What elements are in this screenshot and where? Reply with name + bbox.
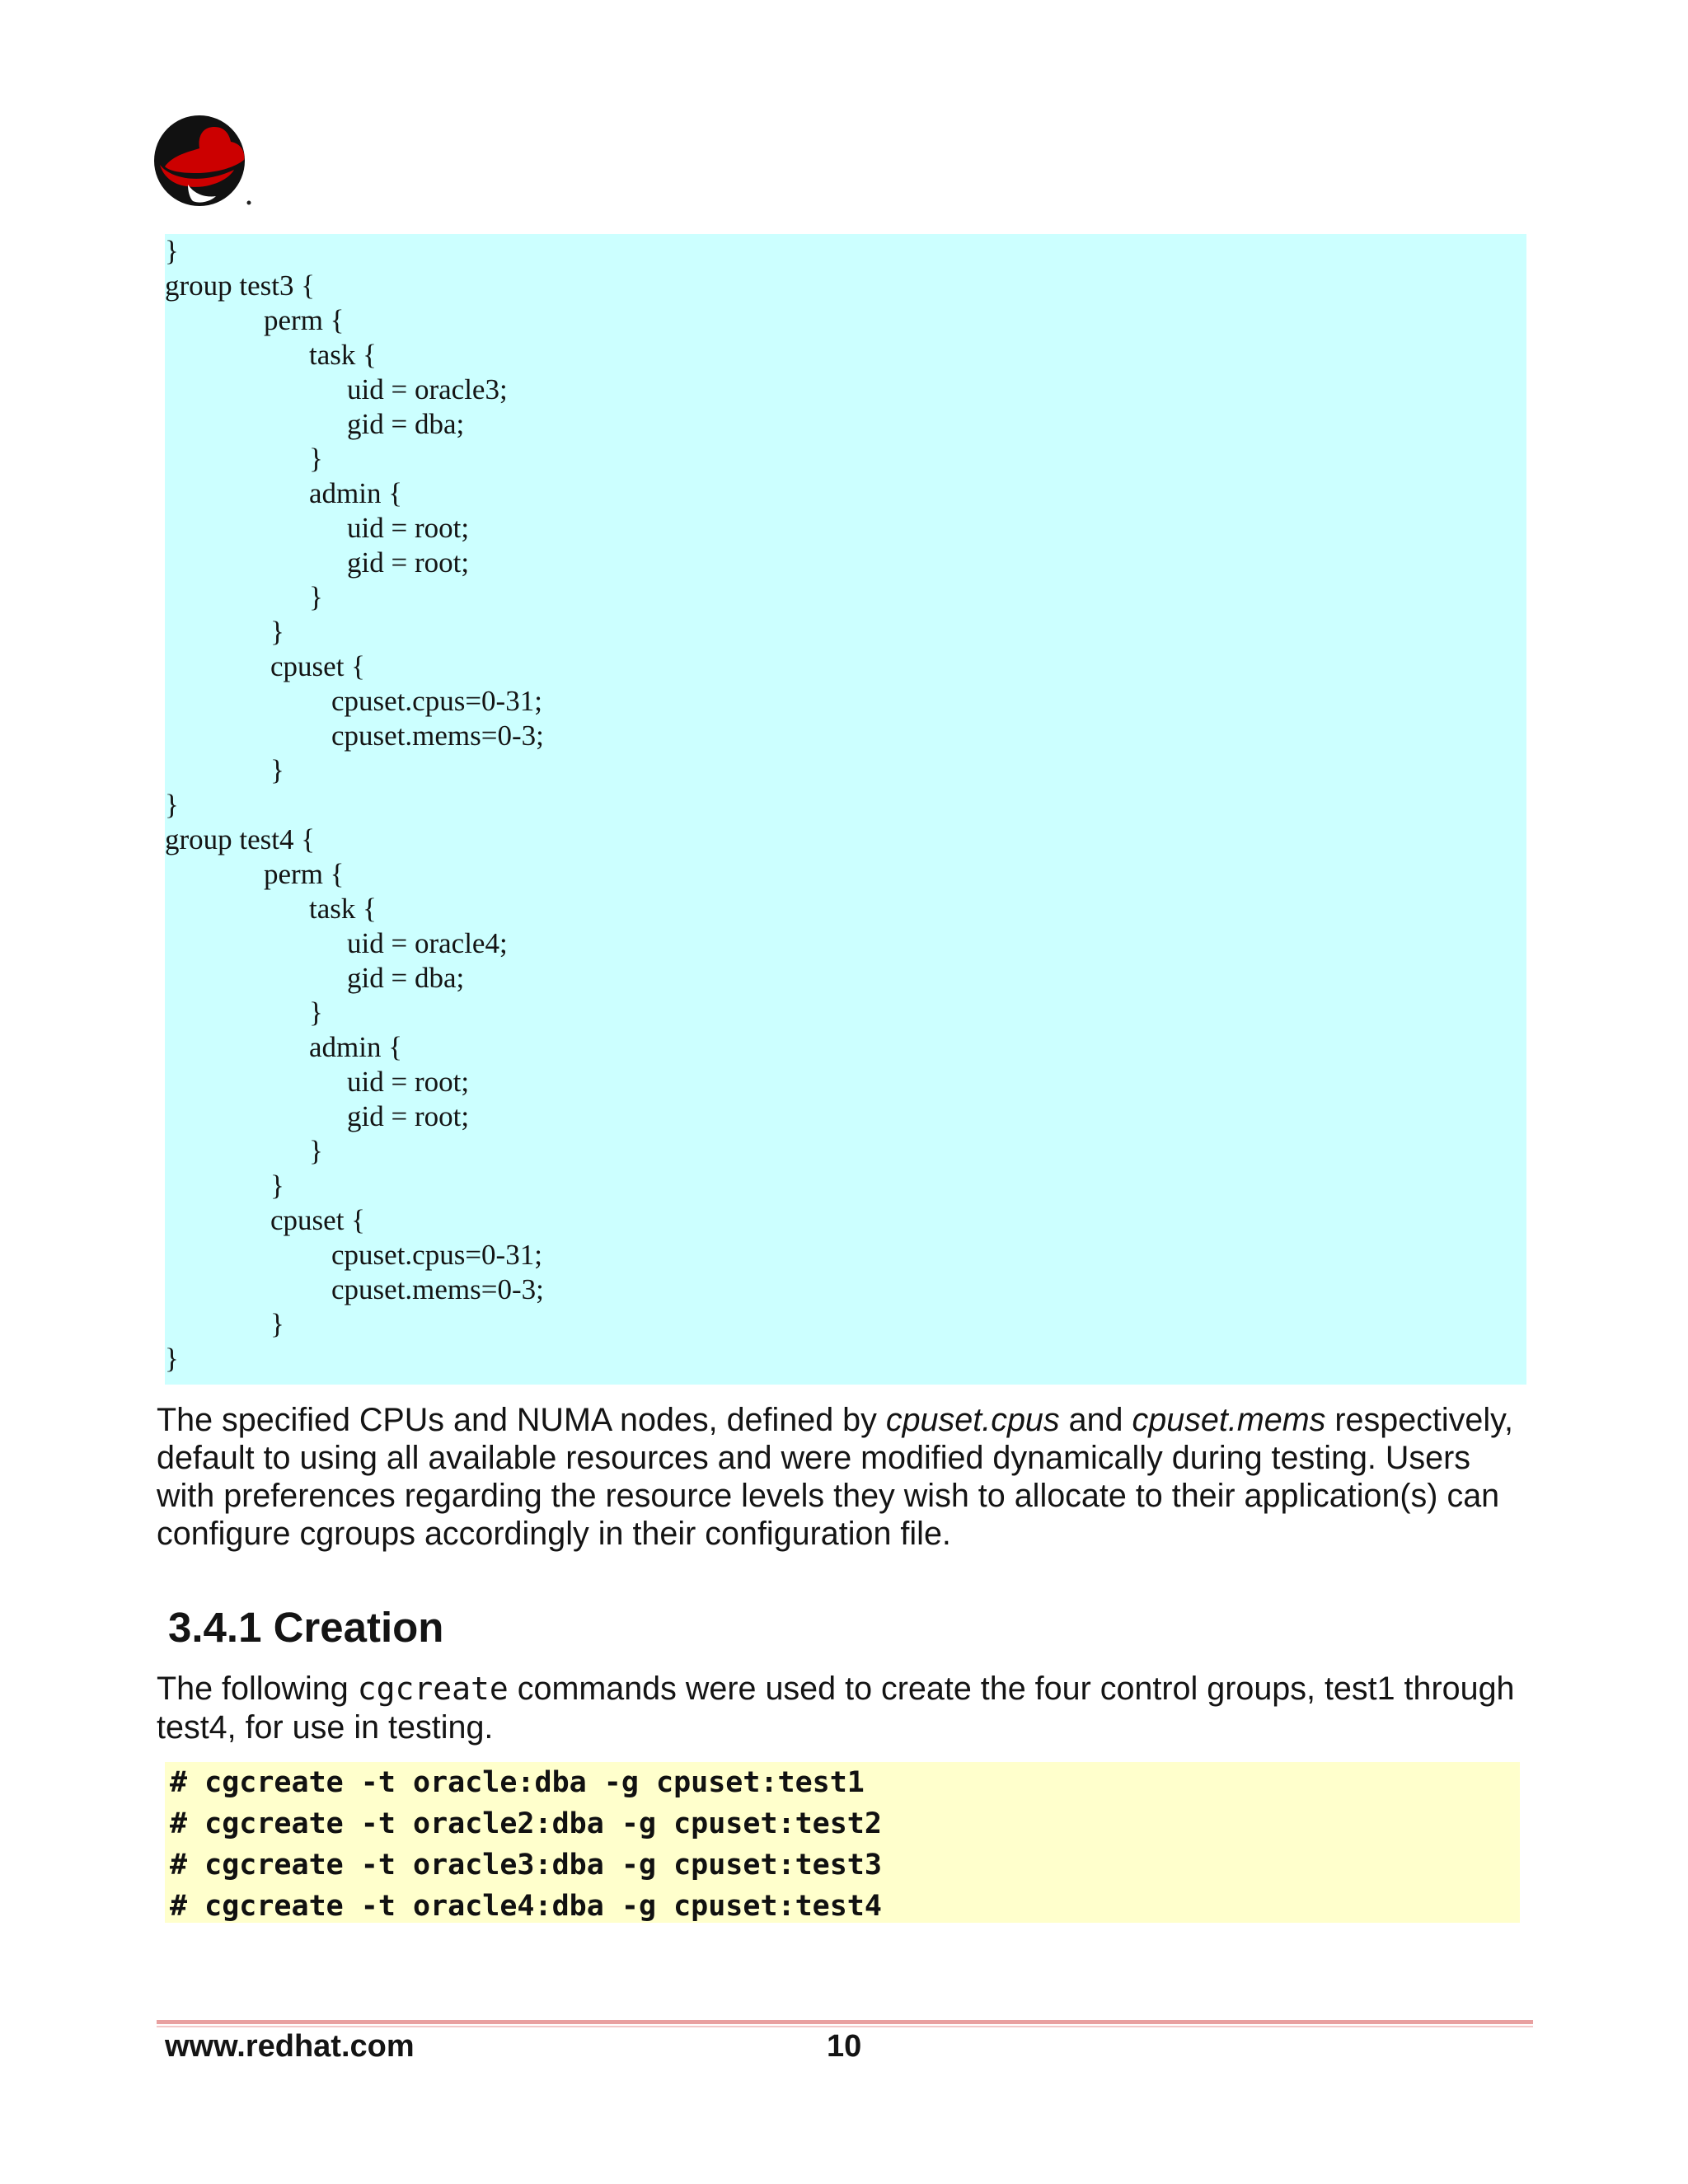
code-line: group test3 { — [165, 269, 316, 302]
code-line: } — [309, 581, 323, 613]
footer-divider-thin — [157, 2026, 1533, 2027]
code-line: } — [165, 1343, 179, 1375]
body-text: respectively, default to using all available resources and were modified dynamically during testing. Users with preferences regarding the resource levels they wish to allocate to their application(s) can configure cgroups accordingly in their configuration file. — [157, 1402, 1513, 1552]
body-text: The specified CPUs and NUMA nodes, defined by — [157, 1402, 886, 1438]
code-line: } — [309, 996, 323, 1029]
code-line: admin { — [309, 477, 403, 509]
code-line: cpuset.cpus=0-31; — [331, 1239, 542, 1271]
inline-code-cgcreate: cgcreate — [357, 1671, 509, 1707]
config-code-block — [165, 234, 1526, 1385]
code-line: gid = root; — [347, 1100, 470, 1132]
command-line: # cgcreate -t oracle2:dba -g cpuset:test2 — [170, 1807, 882, 1840]
code-line: task { — [309, 893, 377, 925]
intro-paragraph — [157, 1670, 1525, 1747]
code-line: uid = oracle4; — [347, 927, 508, 959]
body-paragraph — [157, 1401, 1525, 1553]
code-line: gid = dba; — [347, 962, 465, 994]
code-line: cpuset { — [270, 1204, 365, 1236]
code-line: uid = root; — [347, 1066, 470, 1098]
intro-text: commands were used to create the four control groups, test1 through test4, for use in testing. — [157, 1671, 1515, 1746]
command-line: # cgcreate -t oracle:dba -g cpuset:test1 — [170, 1766, 865, 1799]
cpuset-cpus-term: cpuset.cpus — [885, 1402, 1060, 1438]
command-line: # cgcreate -t oracle3:dba -g cpuset:test3 — [170, 1849, 882, 1882]
code-line: } — [270, 754, 284, 786]
body-text: and — [1059, 1402, 1132, 1438]
command-code-block — [165, 1762, 1520, 1923]
intro-text: The following — [157, 1671, 358, 1707]
code-line: cpuset.mems=0-3; — [331, 1273, 544, 1305]
code-line: perm { — [264, 304, 345, 336]
code-line: cpuset.cpus=0-31; — [331, 685, 542, 717]
code-line: } — [165, 235, 179, 267]
command-line: # cgcreate -t oracle4:dba -g cpuset:test4 — [170, 1890, 882, 1923]
redhat-shadowman-logo-icon — [148, 115, 256, 214]
code-line: } — [270, 1308, 284, 1340]
code-line: } — [309, 1135, 323, 1167]
code-line: cpuset.mems=0-3; — [331, 719, 544, 752]
section-heading: 3.4.1 Creation — [168, 1604, 444, 1651]
code-line: uid = root; — [347, 512, 470, 544]
code-line: } — [270, 1169, 284, 1202]
code-line: admin { — [309, 1031, 403, 1063]
code-line: group test4 { — [165, 823, 316, 855]
code-line: gid = root; — [347, 546, 470, 579]
code-line: cpuset { — [270, 650, 365, 682]
code-line: task { — [309, 339, 377, 371]
footer-website-link[interactable]: www.redhat.com — [165, 2029, 415, 2064]
code-line: } — [270, 616, 284, 648]
code-line: } — [309, 443, 323, 475]
cpuset-mems-term: cpuset.mems — [1132, 1402, 1326, 1438]
code-line: uid = oracle3; — [347, 373, 508, 405]
footer-divider — [157, 2020, 1533, 2024]
code-line: perm { — [264, 858, 345, 890]
code-line: } — [165, 789, 179, 821]
page-number: 10 — [827, 2029, 862, 2064]
code-line: gid = dba; — [347, 408, 465, 440]
